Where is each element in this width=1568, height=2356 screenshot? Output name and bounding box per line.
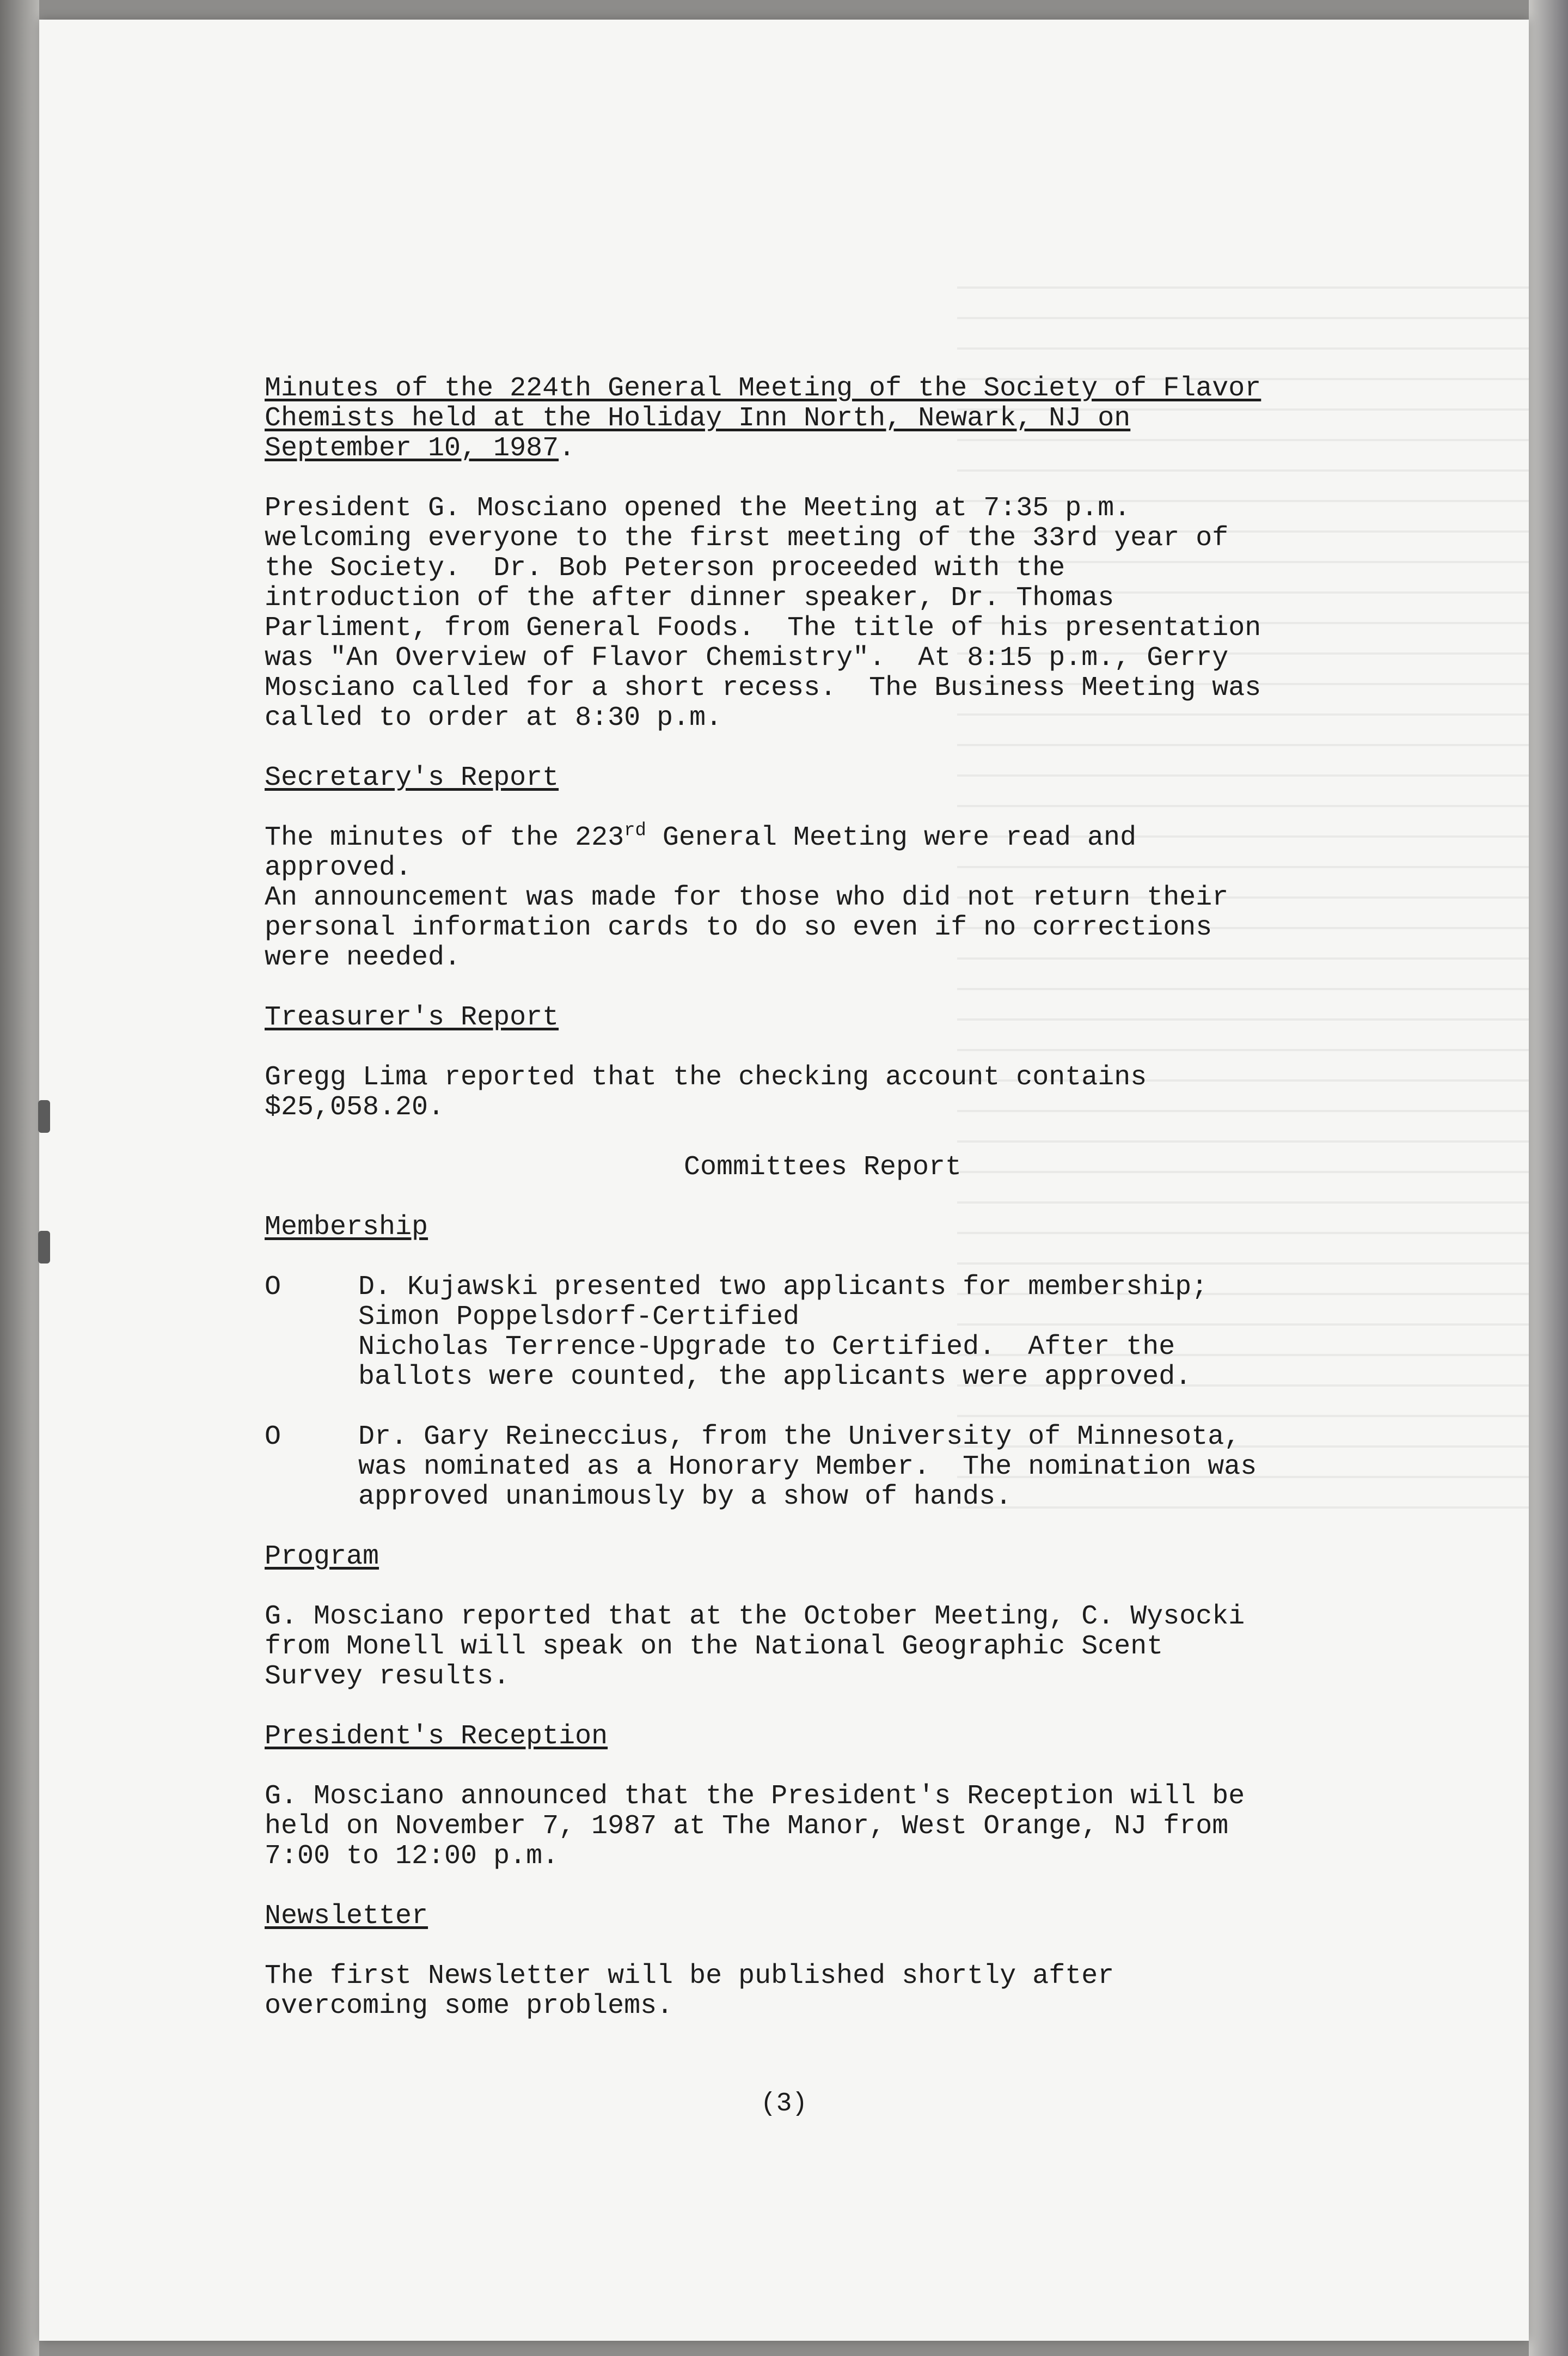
program-heading: Program — [265, 1541, 379, 1572]
membership-item-2 — [265, 1422, 1381, 1512]
newsletter-paragraph: The first Newsletter will be published shortly after overcoming some problems. — [265, 1961, 1114, 2022]
page-edge-right — [1529, 0, 1568, 2356]
minutes-body — [265, 374, 1381, 2021]
treasurer-heading: Treasurer's Report — [265, 1002, 559, 1033]
staple-top — [38, 1100, 50, 1133]
staple-bottom — [38, 1231, 50, 1264]
secretary-superscript: rd — [624, 820, 646, 841]
program-paragraph: G. Mosciano reported that at the October Meeting, C. Wysocki from Monell will speak on the National Geographic Scent Survey results. — [265, 1601, 1245, 1692]
membership-item-1 — [265, 1272, 1381, 1392]
secretary-line1-post: General Meeting were read and — [646, 822, 1137, 853]
secretary-line1-pre: The minutes of the 223 — [265, 822, 624, 853]
membership-item-2-text: Dr. Gary Reineccius, from the University of Minnesota, was nominated as a Honorary Member. The nomination was approved unanimously by a show of hands. — [358, 1421, 1257, 1512]
reception-heading: President's Reception — [265, 1721, 608, 1752]
page-edge-left — [0, 0, 39, 2356]
reception-paragraph: G. Mosciano announced that the President's Reception will be held on November 7, 1987 at The Manor, West Orange, NJ from 7:00 to 12:00 p.m. — [265, 1781, 1245, 1872]
bullet-marker: O — [265, 1272, 281, 1303]
newsletter-heading: Newsletter — [265, 1901, 428, 1932]
bullet-marker: O — [265, 1421, 281, 1452]
intro-paragraph: President G. Mosciano opened the Meeting at 7:35 p.m. welcoming everyone to the first meeting of the 33rd year of the Society. Dr. Bob Peterson proceeded with the introduction of the after dinner speaker, Dr. Thomas Parliment, from General Foods. The title of his presentation was "An Overview of Flavor Chemistry". At 8:15 p.m., Gerry Mosciano called for a short recess. The Business Meeting was called to order at 8:30 p.m. — [265, 493, 1261, 734]
title-line-2: Chemists held at the Holiday Inn North, Newark, NJ on — [265, 403, 1131, 434]
treasurer-paragraph: Gregg Lima reported that the checking account contains $25,058.20. — [265, 1062, 1147, 1123]
secretary-paragraph — [265, 820, 1381, 973]
title-line-1: Minutes of the 224th General Meeting of the Society of Flavor — [265, 373, 1261, 404]
title-punct: . — [559, 433, 575, 464]
secretary-heading: Secretary's Report — [265, 762, 559, 794]
membership-heading: Membership — [265, 1212, 428, 1243]
document-title — [265, 374, 1381, 463]
document-page — [39, 20, 1529, 2341]
committees-heading: Committees Report — [683, 1152, 962, 1183]
title-line-3: September 10, 1987 — [265, 433, 559, 464]
membership-item-1-text: D. Kujawski presented two applicants for membership; Simon Poppelsdorf-Certified Nicholas Terrence-Upgrade to Certified. After the ballots were counted, the applicants were approved. — [358, 1272, 1208, 1393]
secretary-rest: approved. An announcement was made for those who did not return their personal information cards to do so even if no corrections were needed. — [265, 852, 1229, 973]
page-number: (3) — [760, 2089, 808, 2119]
